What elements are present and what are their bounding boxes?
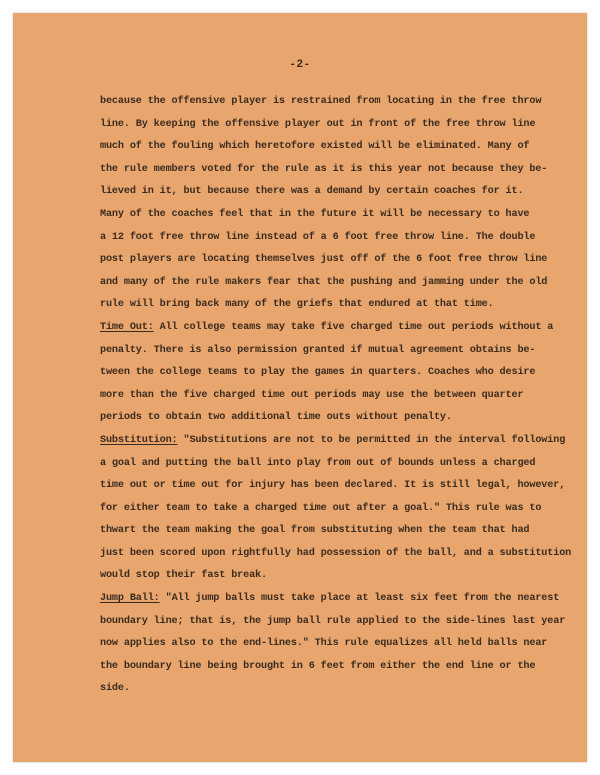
document-body: [100, 91, 572, 701]
section-heading-time-out: Time Out:: [100, 321, 154, 333]
text-line: for either team to take a charged time out after a goal." This rule was to: [100, 502, 542, 514]
text-line: time out or time out for injury has been declared. It is still legal, however,: [100, 480, 566, 492]
text-fragment: "All jump balls must take place at least six feet from the nearest: [159, 593, 560, 605]
text-line: side.: [100, 683, 130, 695]
text-line: the rule members voted for the rule as it is this year not because they be-: [100, 163, 548, 175]
text-fragment: All college teams may take five charged time out periods without a: [153, 321, 554, 333]
text-line: penalty. There is also permission granted if mutual agreement obtains be-: [100, 344, 536, 356]
text-line: a goal and putting the ball into play from out of bounds unless a charged: [100, 457, 536, 469]
text-line: periods to obtain two additional time outs without penalty.: [100, 412, 452, 424]
section-jump-ball-first-line: [100, 588, 560, 611]
text-line: now applies also to the end-lines." This rule equalizes all held balls near: [100, 638, 548, 650]
text-line: tween the college teams to play the games in quarters. Coaches who desire: [100, 367, 536, 379]
text-line: line. By keeping the offensive player out in front of the free throw line: [100, 118, 536, 130]
text-line: because the offensive player is restrained from locating in the free throw: [100, 96, 542, 107]
text-line: just been scored upon rightfully had possession of the ball, and a substitution: [100, 547, 572, 559]
section-heading-jump-ball: Jump Ball:: [100, 593, 160, 605]
text-line: post players are locating themselves just off of the 6 foot free throw line: [100, 254, 548, 266]
page-number: -2-: [289, 59, 311, 71]
text-fragment: "Substitutions are not to be permitted in the interval following: [177, 434, 566, 446]
text-line: would stop their fast break.: [100, 570, 267, 582]
text-line: much of the fouling which heretofore existed will be eliminated. Many of: [100, 141, 530, 153]
text-line: thwart the team making the goal from substituting when the team that had: [100, 525, 530, 537]
section-substitution-first-line: [100, 430, 566, 453]
text-line: rule will bring back many of the griefs that endured at that time.: [100, 299, 494, 311]
text-line: lieved in it, but because there was a demand by certain coaches for it.: [100, 186, 524, 198]
document-page: [13, 13, 587, 762]
section-heading-substitution: Substitution:: [100, 434, 178, 446]
section-time-out-first-line: [100, 317, 560, 340]
text-line: a 12 foot free throw line instead of a 6 foot free throw line. The double: [100, 231, 536, 243]
text-line: boundary line; that is, the jump ball rule applied to the side-lines last year: [100, 615, 566, 627]
text-line: more than the five charged time out periods may use the between quarter: [100, 389, 524, 401]
text-line: the boundary line being brought in 6 feet from either the end line or the: [100, 660, 536, 672]
text-line: and many of the rule makers fear that the pushing and jamming under the old: [100, 276, 548, 288]
text-line: Many of the coaches feel that in the future it will be necessary to have: [100, 208, 530, 220]
